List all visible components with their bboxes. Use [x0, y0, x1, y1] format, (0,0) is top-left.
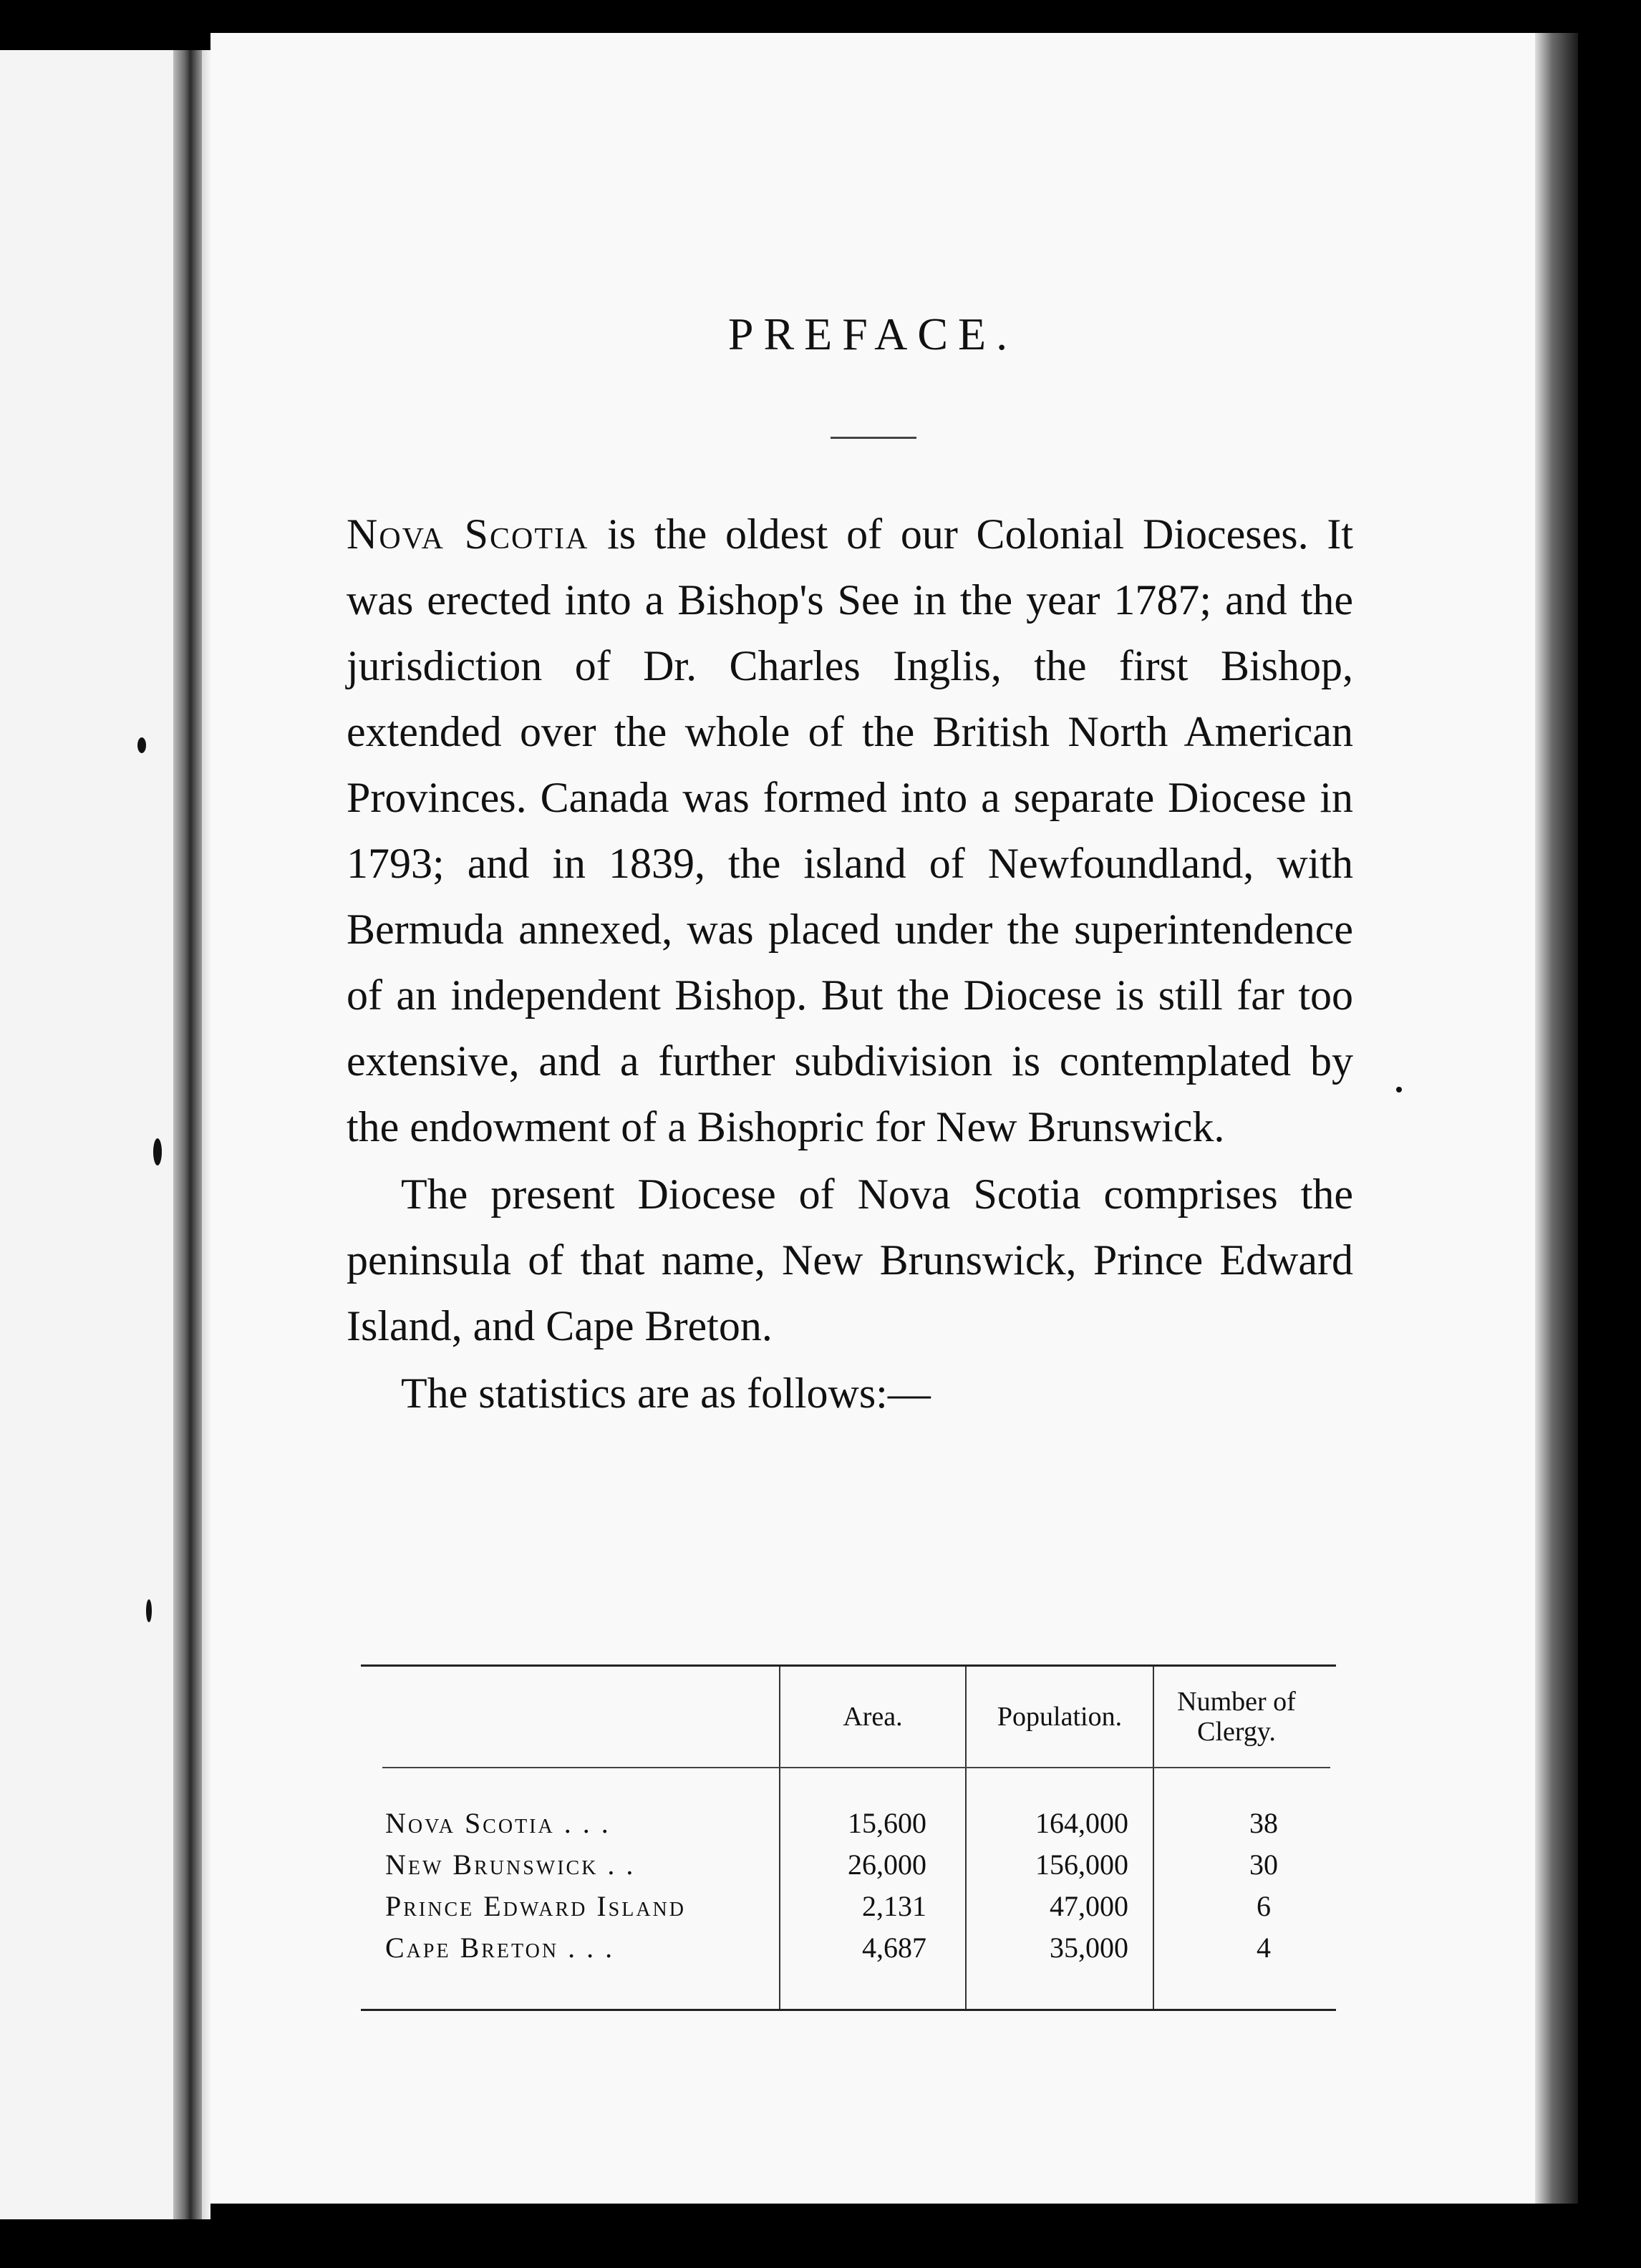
province-name: Cape Breton . . .: [385, 1932, 615, 1964]
clergy-value: 30: [1249, 1848, 1278, 1881]
population-value: 156,000: [1035, 1848, 1128, 1881]
area-value: 2,131: [862, 1890, 926, 1922]
left-page-edge: [0, 50, 173, 2219]
title-divider: [831, 437, 916, 439]
area-value: 4,687: [862, 1932, 926, 1964]
page-title: PREFACE.: [727, 309, 1018, 359]
paragraph-2: The present Diocese of Nova Scotia comprises the peninsula of that name, New Brunswick, Prince Edward Island, and Cape Breton.: [347, 1171, 1353, 1349]
province-name: Prince Edward Island: [385, 1890, 686, 1922]
ink-speck: [146, 1599, 152, 1622]
ink-speck: [1396, 1087, 1402, 1092]
area-value: 15,600: [848, 1807, 926, 1839]
area-value: 26,000: [848, 1848, 926, 1881]
clergy-value: 38: [1249, 1807, 1278, 1839]
population-value: 35,000: [1050, 1932, 1128, 1964]
province-name: Nova Scotia . . .: [385, 1807, 611, 1839]
population-value: 47,000: [1050, 1890, 1128, 1922]
paragraph-1: [347, 501, 1353, 1160]
book-gutter: [173, 50, 202, 2219]
header-area: Area.: [843, 1702, 903, 1732]
paragraph-3: The statistics are as follows:—: [401, 1370, 931, 1417]
lead-words: Nova Scotia: [347, 510, 589, 558]
table-row: [361, 1927, 1336, 1969]
province-name: New Brunswick . .: [385, 1848, 636, 1881]
ink-speck: [137, 737, 146, 753]
header-clergy: Number of Clergy.: [1177, 1687, 1296, 1747]
table-row: [361, 1844, 1336, 1886]
header-rule: [382, 1767, 1330, 1768]
ink-speck: [153, 1138, 162, 1166]
paragraph-1-text: is the oldest of our Colonial Dioceses. It was erected into a Bishop's See in the year 1787; and the jurisdiction of Dr. Charles Inglis, the first Bishop, extended over the whole of the British North American Provinces. Canada was formed into a separate Diocese in 1793; and in 1839, the island of Newfoundland, with Bermuda annexed, was placed under the superintendence of an independent Bishop. But the Diocese is still far too extensive, and a further subdivision is contemplated by the endowment of a Bishopric for New Brunswick.: [347, 510, 1353, 1150]
preface-text: [347, 501, 1353, 1426]
statistics-table: [361, 1664, 1336, 2011]
table-row: [361, 1803, 1336, 1844]
population-value: 164,000: [1035, 1807, 1128, 1839]
right-page-edge: [1535, 33, 1578, 2204]
table-row: [361, 1886, 1336, 1927]
clergy-value: 4: [1257, 1932, 1271, 1964]
gutter-shadow: [202, 50, 210, 2219]
clergy-value: 6: [1257, 1890, 1271, 1922]
header-population: Population.: [997, 1702, 1123, 1732]
